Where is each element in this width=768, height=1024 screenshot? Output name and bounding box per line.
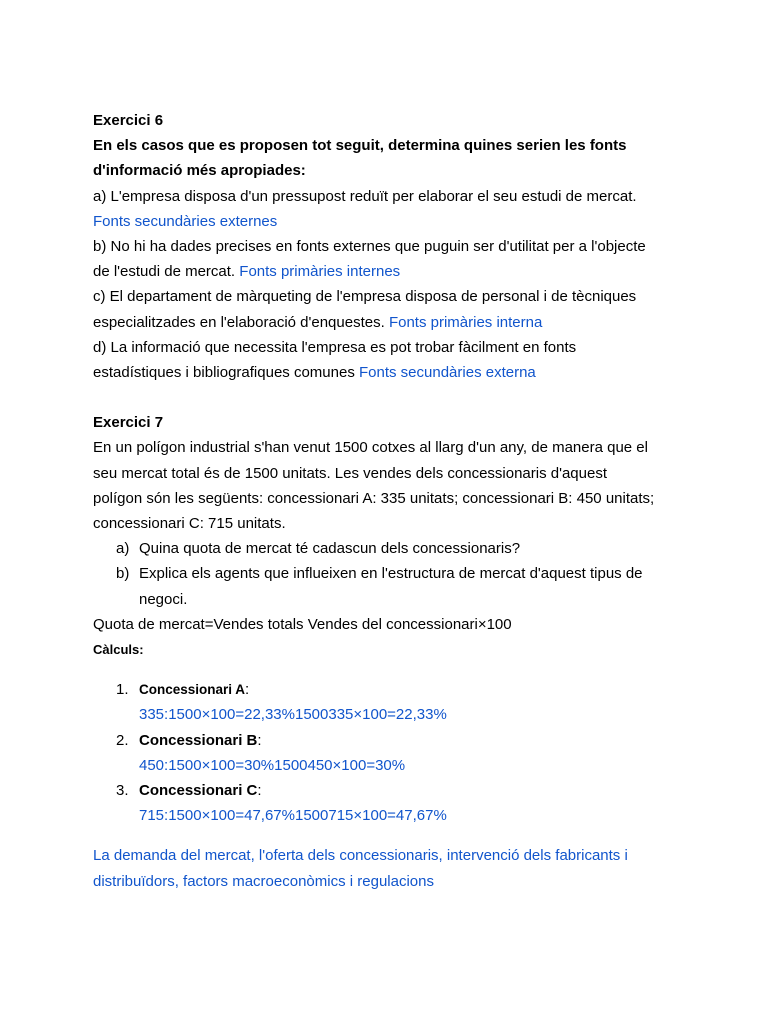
calc-item-b-value: 450:1500×100=30%1500450×100=30% xyxy=(139,756,406,774)
spacer xyxy=(93,662,683,677)
exercise-7-intro-line-2: seu mercat total és de 1500 unitats. Les vendes dels concessionaris d'aquest xyxy=(93,464,608,482)
document-page xyxy=(93,108,683,894)
spacer xyxy=(93,828,683,843)
case-b-answer: Fonts primàries internes xyxy=(239,263,401,281)
calc-item-b-label: Concessionari B xyxy=(139,731,258,749)
spacer xyxy=(93,385,683,410)
market-share-formula: Quota de mercat=Vendes totals Vendes del concessionari×100 xyxy=(93,615,512,633)
case-d-answer: Fonts secundàries externa xyxy=(359,364,536,382)
exercise-7-intro-line-4: concessionari C: 715 unitats. xyxy=(93,515,286,533)
question-a xyxy=(93,536,683,561)
calc-item-c xyxy=(93,778,683,828)
question-b xyxy=(93,561,683,611)
calc-item-c-heading xyxy=(139,778,683,803)
case-d-text-line-2: estadístiques i bibliografiques comunes xyxy=(93,364,355,382)
case-c-answer: Fonts primàries interna xyxy=(388,313,543,331)
case-c-line-2 xyxy=(93,310,683,335)
calc-item-c-label: Concessionari C xyxy=(139,782,258,800)
calc-item-a xyxy=(93,677,683,727)
calc-item-c-colon: : xyxy=(257,782,262,800)
agents-answer-line-1: La demanda del mercat, l'oferta dels concessionaris, intervenció dels fabricants i xyxy=(93,847,628,865)
calc-item-a-marker: 1. xyxy=(116,681,129,699)
case-c-text-line-2: especialitzades en l'elaboració d'enquestes. xyxy=(93,313,385,331)
case-a-answer: Fonts secundàries externes xyxy=(93,212,278,230)
question-a-marker: a) xyxy=(116,540,130,558)
case-b-text-line-1: b) No hi ha dades precises en fonts externes que puguin ser d'utilitat per a l'objecte xyxy=(93,238,646,256)
calc-item-c-value: 715:1500×100=47,67%1500715×100=47,67% xyxy=(139,807,447,825)
exercise-6-question-line-1: En els casos que es proposen tot seguit, determina quines serien les fonts xyxy=(93,137,627,155)
question-a-text: Quina quota de mercat té cadascun dels concessionaris? xyxy=(139,540,521,558)
calc-item-b-heading xyxy=(139,728,683,753)
calc-item-c-marker: 3. xyxy=(116,782,129,800)
calc-item-a-label: Concessionari A xyxy=(139,682,246,698)
calc-item-a-colon: : xyxy=(245,681,250,699)
case-d-text-line-1: d) La informació que necessita l'empresa es pot trobar fàcilment en fonts xyxy=(93,338,577,356)
case-b-line-2 xyxy=(93,259,683,284)
calc-item-b-colon: : xyxy=(257,731,262,749)
exercise-6-question-line-2: d'informació més apropiades: xyxy=(93,162,306,180)
calc-item-b xyxy=(93,728,683,778)
exercise-6-title: Exercici 6 xyxy=(93,112,164,129)
exercise-7-title: Exercici 7 xyxy=(93,414,164,432)
question-b-marker: b) xyxy=(116,565,130,583)
case-b-text-line-2: de l'estudi de mercat. xyxy=(93,263,236,281)
question-b-text-line-2: negoci. xyxy=(139,590,188,608)
calc-item-b-marker: 2. xyxy=(116,731,129,749)
case-a-text: a) L'empresa disposa d'un pressupost reduït per elaborar el seu estudi de mercat. xyxy=(93,187,637,205)
calc-item-a-value: 335:1500×100=22,33%1500335×100=22,33% xyxy=(139,706,447,724)
exercise-7-intro-line-3: polígon són les següents: concessionari A: 335 unitats; concessionari B: 450 unitats; xyxy=(93,489,655,507)
calc-item-a-heading xyxy=(139,677,683,702)
calculations-label: Càlculs: xyxy=(93,642,144,658)
question-b-text-line-1: Explica els agents que influeixen en l'estructura de mercat d'aquest tipus de xyxy=(139,565,643,583)
case-c-text-line-1: c) El departament de màrqueting de l'empresa disposa de personal i de tècniques xyxy=(93,288,637,306)
exercise-7-intro-line-1: En un polígon industrial s'han venut 1500 cotxes al llarg d'un any, de manera que el xyxy=(93,439,648,457)
agents-answer-line-2: distribuïdors, factors macroeconòmics i regulacions xyxy=(93,872,434,890)
case-d-line-2 xyxy=(93,360,683,385)
